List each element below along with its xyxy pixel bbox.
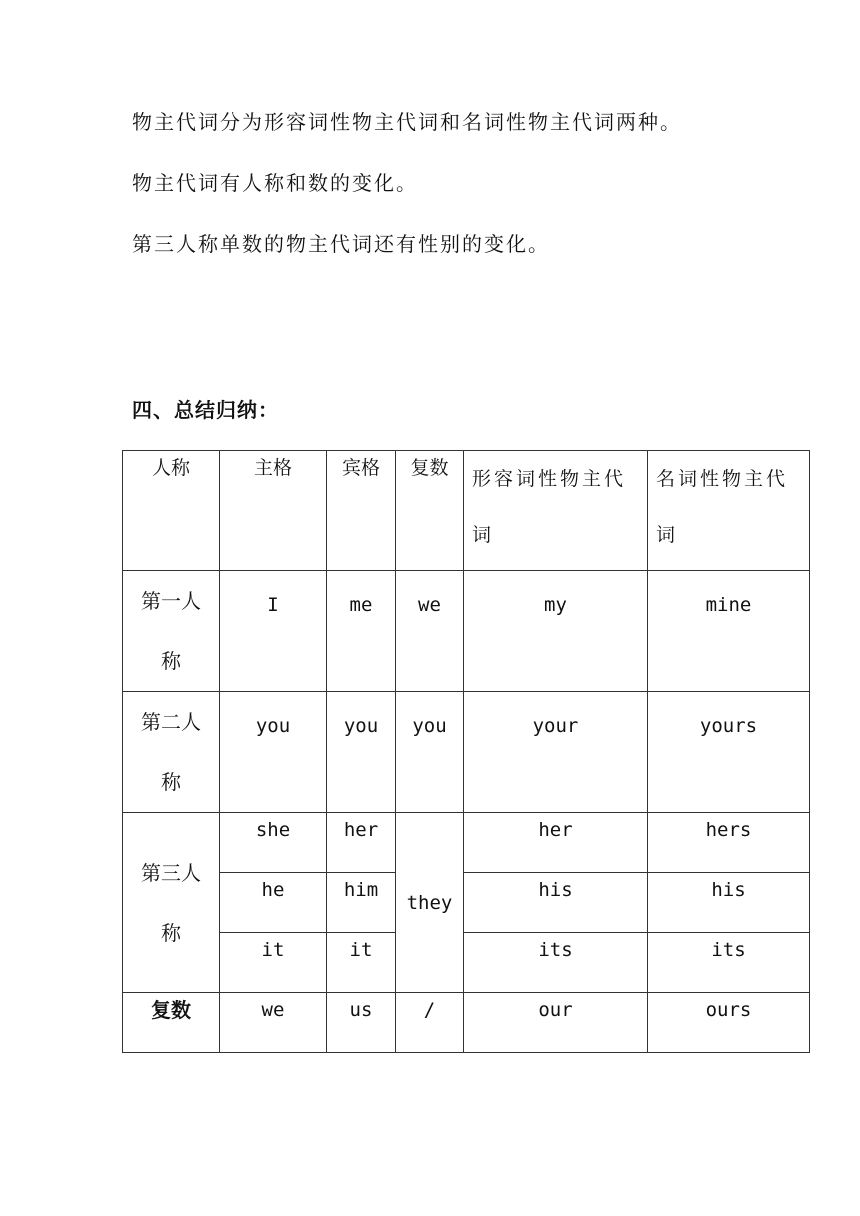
plural-object: us xyxy=(349,999,373,1021)
table-cell xyxy=(327,571,396,692)
third-noun-his: his xyxy=(711,879,746,901)
plural-plural: / xyxy=(423,999,436,1021)
table-cell xyxy=(396,571,464,692)
plural-adjective: our xyxy=(538,999,573,1021)
table-cell xyxy=(648,993,810,1053)
table-row xyxy=(123,933,810,993)
third-subject-he: he xyxy=(261,879,285,901)
row-header-cell xyxy=(123,993,220,1053)
second-plural: you xyxy=(412,715,447,737)
table-row xyxy=(123,571,810,692)
header-cell xyxy=(220,451,327,571)
second-object: you xyxy=(343,715,379,737)
third-subject-it: it xyxy=(261,939,285,961)
table-cell xyxy=(220,933,327,993)
header-cell xyxy=(464,451,648,571)
table-cell xyxy=(396,813,464,993)
row-label-third-person: 第三人称 xyxy=(141,860,201,945)
table-cell xyxy=(396,692,464,813)
third-object-her: her xyxy=(343,819,379,841)
third-object-it: it xyxy=(349,939,373,961)
plural-subject: we xyxy=(261,999,285,1021)
second-subject: you xyxy=(255,715,291,737)
row-header-cell xyxy=(123,813,220,993)
third-noun-hers: hers xyxy=(705,819,752,841)
table-row xyxy=(123,813,810,873)
paragraph-3: 第三人称单数的物主代词还有性别的变化。 xyxy=(132,232,550,256)
table-cell xyxy=(648,933,810,993)
table-cell xyxy=(648,692,810,813)
table-row xyxy=(123,873,810,933)
first-object: me xyxy=(349,594,373,616)
table-cell xyxy=(327,692,396,813)
header-noun-possessive: 名词性物主代词 xyxy=(656,468,789,546)
table-cell xyxy=(327,933,396,993)
table-cell xyxy=(220,873,327,933)
table-cell xyxy=(220,993,327,1053)
table-cell xyxy=(464,873,648,933)
first-adjective: my xyxy=(544,594,567,616)
row-header-cell xyxy=(123,692,220,813)
row-label-second-person: 第二人称 xyxy=(141,710,201,794)
table-cell xyxy=(327,813,396,873)
table-row xyxy=(123,993,810,1053)
table-cell xyxy=(220,692,327,813)
table-cell xyxy=(220,813,327,873)
third-adjective-his: his xyxy=(538,879,573,901)
third-plural-they: they xyxy=(406,891,453,914)
table-header-row xyxy=(123,451,810,571)
row-label-first-person: 第一人称 xyxy=(141,589,201,673)
header-cell xyxy=(648,451,810,571)
header-cell xyxy=(123,451,220,571)
table-cell xyxy=(464,692,648,813)
header-adjective-possessive: 形容词性物主代词 xyxy=(472,468,627,546)
header-subject: 主格 xyxy=(253,457,292,479)
first-plural: we xyxy=(418,594,441,616)
row-header-cell xyxy=(123,571,220,692)
header-object: 宾格 xyxy=(341,457,380,479)
third-subject-she: she xyxy=(255,819,291,841)
second-noun: yours xyxy=(699,715,758,737)
table-row xyxy=(123,692,810,813)
plural-noun: ours xyxy=(705,999,752,1021)
first-subject: I xyxy=(267,594,279,616)
third-noun-its: its xyxy=(711,939,746,961)
header-cell xyxy=(396,451,464,571)
table-cell xyxy=(648,813,810,873)
table-cell xyxy=(396,993,464,1053)
third-adjective-its: its xyxy=(538,939,573,961)
paragraph-1: 物主代词分为形容词性物主代词和名词性物主代词两种。 xyxy=(132,110,682,134)
table-cell xyxy=(327,873,396,933)
third-adjective-her: her xyxy=(538,819,573,841)
header-cell xyxy=(327,451,396,571)
table-cell xyxy=(464,933,648,993)
section-heading: 四、总结归纳： xyxy=(132,398,279,422)
pronoun-table xyxy=(122,450,810,1053)
table-cell xyxy=(220,571,327,692)
paragraph-2: 物主代词有人称和数的变化。 xyxy=(132,171,418,195)
table-cell xyxy=(464,571,648,692)
row-label-plural: 复数 xyxy=(151,998,191,1022)
third-object-him: him xyxy=(343,879,379,901)
header-person: 人称 xyxy=(151,457,190,479)
table-cell xyxy=(464,993,648,1053)
table-cell xyxy=(464,813,648,873)
second-adjective: your xyxy=(532,715,579,737)
first-noun: mine xyxy=(705,594,752,616)
header-plural: 复数 xyxy=(410,457,449,479)
table-cell xyxy=(327,993,396,1053)
table-cell xyxy=(648,571,810,692)
table-cell xyxy=(648,873,810,933)
